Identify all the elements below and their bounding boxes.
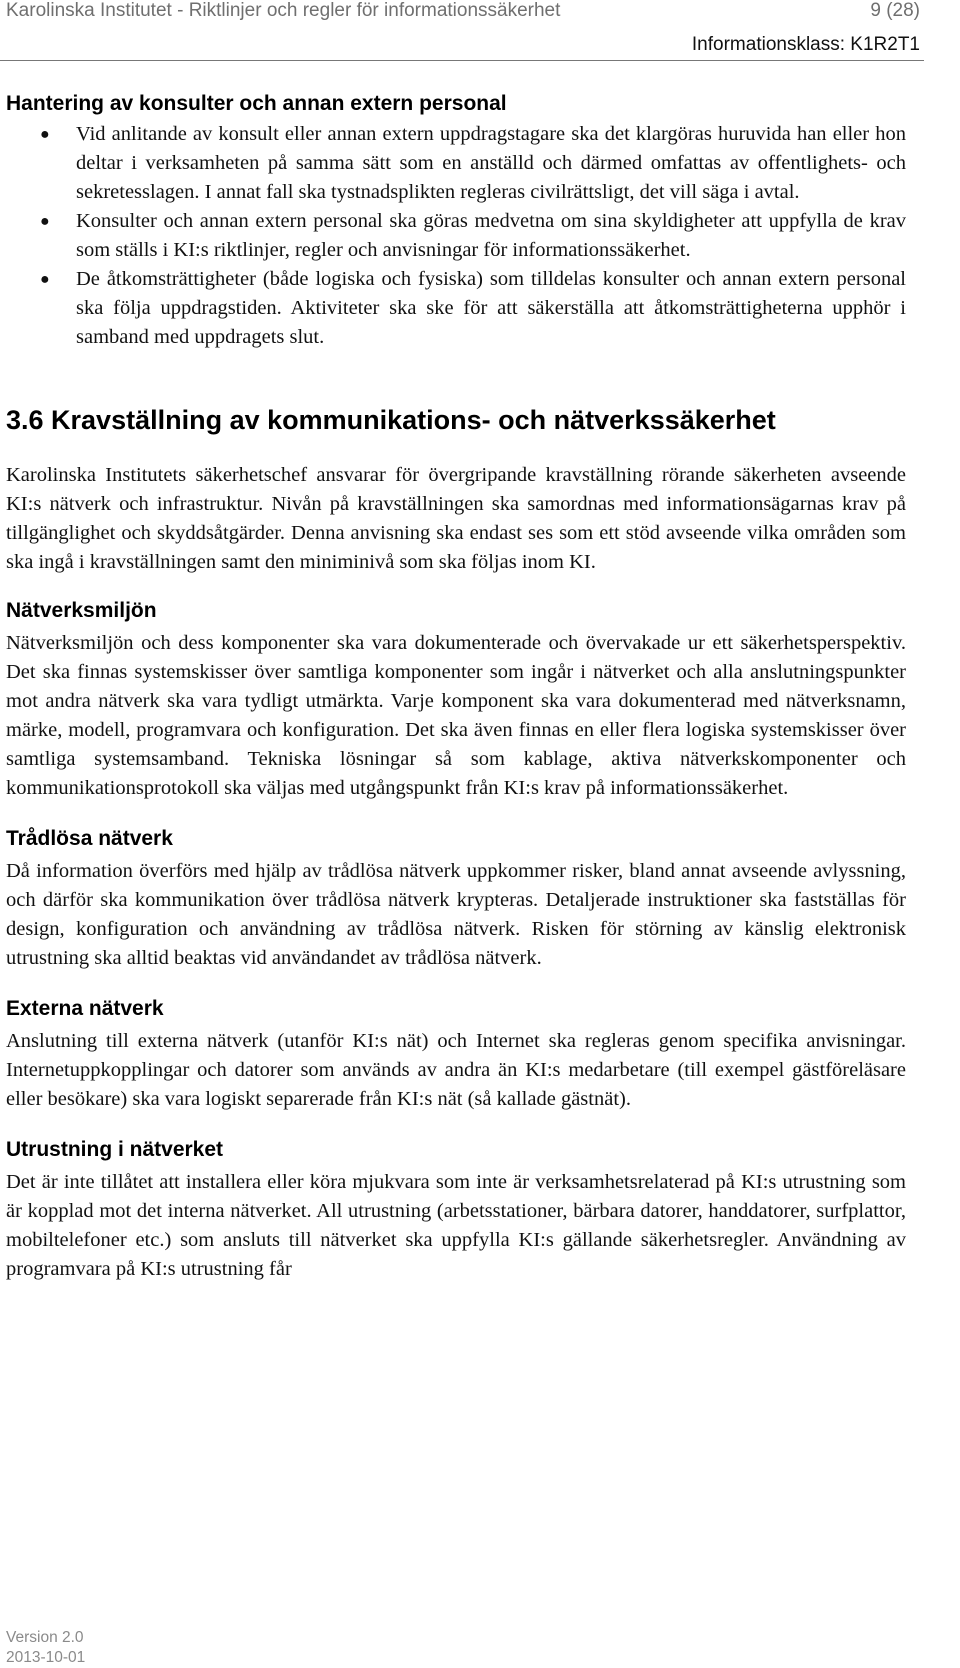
network-env-text: Nätverksmiljön och dess komponenter ska vara dokumenterade och övervakade ur ett säkerhetsperspektiv. Det ska finnas systemskisser över samtliga komponenter som ingår i nätverket och alla anslutningspunkter mot andra nätverk ska vara tydligt utmärkta. Varje komponent ska vara dokumenterad med nätverksnamn, märke, modell, programvara och konfiguration. Det ska även finnas en eller flera logiska systemskisser över samtliga systemsamband. Tekniska lösningar så som kablage, aktiva nätverkskomponenter och kommunikationsprotokoll ska väljas med utgångspunkt från KI:s krav på informationssäkerhet. xyxy=(6,632,906,799)
equipment-heading: Utrustning i nätverket xyxy=(6,1138,224,1161)
document-body xyxy=(6,90,906,1284)
external-text: Anslutning till externa nätverk (utanför KI:s nät) och Internet ska regleras genom specifika anvisningar. Internetuppkopplingar och datorer som används av andra än KI:s medarbetare (till exempel gästföreläsare eller besökare) ska vara logiskt separerade från KI:s nät (så kallade gästnät). xyxy=(6,1030,906,1110)
bullet-icon: ● xyxy=(40,271,50,288)
list-item: ● Konsulter och annan extern personal ska göras medvetna om sina skyldigheter att uppfylla de krav som ställs i KI:s riktlinjer, regler och anvisningar för informationssäkerhet. xyxy=(6,207,906,265)
network-env-heading: Nätverksmiljön xyxy=(6,599,157,622)
footer xyxy=(6,1628,85,1668)
external-heading: Externa nätverk xyxy=(6,997,164,1020)
bullet-icon: ● xyxy=(40,213,50,230)
info-class: Informationsklass: K1R2T1 xyxy=(691,34,920,55)
footer-version: Version 2.0 xyxy=(6,1629,84,1646)
page-number: 9 (28) xyxy=(870,0,920,21)
section-3-6-heading: 3.6 Kravställning av kommunikations- och nätverkssäkerhet xyxy=(6,405,776,435)
header-divider xyxy=(0,60,924,61)
consultants-heading: Hantering av konsulter och annan extern personal xyxy=(6,92,507,115)
footer-date: 2013-10-01 xyxy=(6,1649,86,1666)
wireless-text: Då information överförs med hjälp av trådlösa nätverk uppkommer risker, bland annat avseende avlyssning, och därför ska kommunikation över trådlösa nätverk krypteras. Detaljerade instruktioner ska fastställas för design, konfiguration och användning av trådlösa nätverk. Risken för störning av känslig elektronisk utrustning ska alltid beaktas vid användandet av trådlösa nätverk. xyxy=(6,860,906,969)
list-item: ● De åtkomsträttigheter (både logiska och fysiska) som tilldelas konsulter och annan extern personal ska följa uppdragstiden. Aktiviteter ska ske för att säkerställa att åtkomsträttigheterna upphör i samband med uppdragets slut. xyxy=(6,265,906,352)
bullet-icon: ● xyxy=(40,126,50,143)
equipment-text: Det är inte tillåtet att installera eller köra mjukvara som inte är verksamhetsrelaterad på KI:s utrustning som är kopplad mot det interna nätverket. All utrustning (arbetsstationer, bärbara datorer, handdatorer, surfplattor, mobiltelefoner etc.) som ansluts till nätverket ska uppfylla KI:s gällande säkerhetsregler. Användning av programvara på KI:s utrustning får xyxy=(6,1171,906,1280)
wireless-heading: Trådlösa nätverk xyxy=(6,827,173,850)
consultants-list xyxy=(6,120,906,352)
header-title: Karolinska Institutet - Riktlinjer och regler för informationssäkerhet xyxy=(6,0,561,21)
list-item: ● Vid anlitande av konsult eller annan extern uppdragstagare ska det klargöras huruvida han eller hon deltar i verksamheten på samma sätt som en anställd och därmed omfattas av offentlighets- och sekretesslagen. I annat fall ska tystnadsplikten regleras civilrättsligt, det vill säga i avtal. xyxy=(6,120,906,207)
section-3-6-intro: Karolinska Institutets säkerhetschef ansvarar för övergripande kravställning rörande säkerheten avseende KI:s nätverk och infrastruktur. Nivån på kravställningen ska samordnas med informationsägarnas krav på tillgänglighet och skyddsåtgärder. Denna anvisning ska endast ses som ett stöd avseende vilka områden som ska ingå i kravställningen samt den miniminivå som ska följas inom KI. xyxy=(6,464,906,573)
